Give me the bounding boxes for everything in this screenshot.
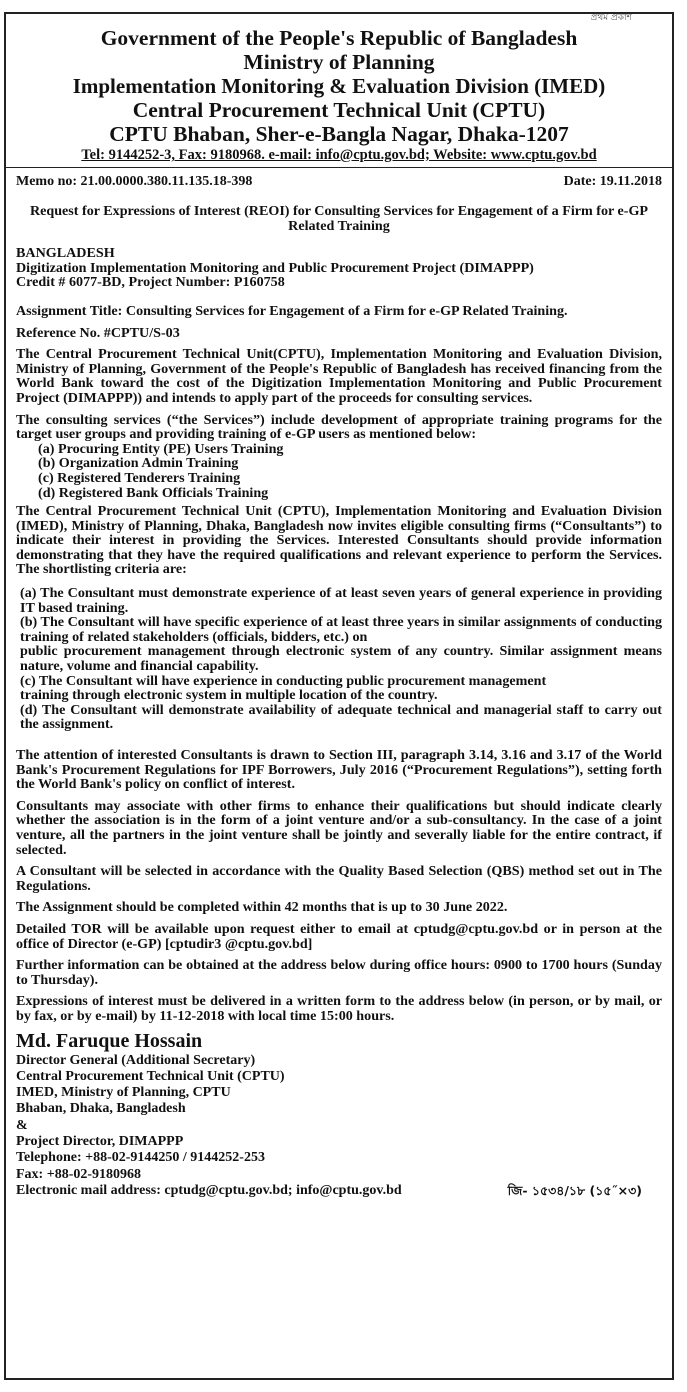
signatory-line: Fax: +88-02-9180968: [16, 1166, 142, 1182]
criteria-a: (a) The Consultant must demonstrate experience of at least seven years of general experience in providing IT based training.: [20, 585, 662, 616]
signatory-line: Director General (Additional Secretary): [16, 1052, 256, 1068]
services-list: [16, 442, 662, 500]
header-unit: Central Procurement Technical Unit (CPTU): [132, 98, 546, 122]
criteria-c-cont: training through electronic system in multiple location of the country.: [20, 687, 438, 704]
memo-number: Memo no: 21.00.0000.380.11.135.18-398: [16, 174, 253, 189]
para-financing: The Central Procurement Technical Unit(CPTU), Implementation Monitoring and Evaluation Division, Ministry of Planning, Government of the People's Republic of Bangladesh has received financing from the World Bank toward the cost of the Digitization Implementation Monitoring and Public Procurement Project (DIMAPPP)) and intends to apply part of the proceeds for consulting services.: [16, 346, 662, 406]
list-item: (d) Registered Bank Officials Training: [38, 484, 269, 501]
para-selection: A Consultant will be selected in accordance with the Quality Based Selection (QBS) method set out in The Regulations.: [16, 863, 662, 894]
assignment-title: Assignment Title: Consulting Services for Engagement of a Firm for e-GP Related Training.: [16, 302, 568, 319]
body-content: [6, 204, 672, 1199]
para-tor: Detailed TOR will be available upon request either to email at cptudg@cptu.gov.bd or in person at the office of Director (e-GP) [cptudir3 @cptu.gov.bd]: [16, 920, 662, 952]
project-name: Digitization Implementation Monitoring and Public Procurement Project (DIMAPPP): [16, 259, 534, 276]
para-delivery: Expressions of interest must be delivered in a written form to the address below (in person, or by mail, or by fax, or by e-mail) by 11-12-2018 with local time 15:00 hours.: [16, 993, 662, 1024]
signatory-line: Project Director, DIMAPPP: [16, 1133, 184, 1149]
signature-block: [16, 1053, 662, 1200]
corner-mark: প্রথম প্রকাশ: [590, 13, 632, 23]
signatory-name: Md. Faruque Hossain: [16, 1029, 203, 1052]
header-divider: [6, 167, 672, 168]
para-attention: The attention of interested Consultants is drawn to Section III, paragraph 3.14, 3.16 and 3.17 of the World Bank's Procurement Regulations for IPF Borrowers, July 2016 (“Procurement Regulations”), setting forth the World Bank's policy on conflict of interest.: [16, 747, 662, 793]
para-invite: The Central Procurement Technical Unit (CPTU), Implementation Monitoring and Evaluation Division (IMED), Ministry of Planning, Dhaka, Bangladesh now invites eligible consulting firms (“Consultants”) to indicate their interest in providing the Services. Interested Consultants should provide information demonstrating that they have the required qualifications and relevant experience to perform the Services. The shortlisting criteria are:: [16, 503, 662, 578]
para-hours: Further information can be obtained at the address below during office hours: 0900 to 1700 hours (Sunday to Thursday).: [16, 957, 662, 988]
list-item: (c) Registered Tenderers Training: [38, 469, 241, 486]
para-duration: The Assignment should be completed within 42 months that is up to 30 June 2022.: [16, 899, 508, 916]
criteria-list: [16, 586, 662, 732]
list-item: (b) Organization Admin Training: [38, 455, 239, 472]
signatory-email: Electronic mail address: cptudg@cptu.gov.bd; info@cptu.gov.bd: [16, 1182, 402, 1198]
list-item: (a) Procuring Entity (PE) Users Training: [38, 440, 284, 457]
header-ministry: Ministry of Planning: [243, 50, 435, 74]
signatory-line: Bhaban, Dhaka, Bangladesh: [16, 1101, 186, 1117]
reference-number: Reference No. #CPTU/S-03: [16, 324, 180, 341]
para-services: The consulting services (“the Services”) include development of appropriate training programs for the target user groups and providing training of e-GP users as mentioned below:: [16, 411, 662, 443]
header-address: CPTU Bhaban, Sher-e-Bangla Nagar, Dhaka-1207: [109, 122, 569, 146]
request-title: Request for Expressions of Interest (REOI) for Consulting Services for Engagement of a Firm for e-GP Related Training: [29, 203, 649, 234]
signatory-line: Telephone: +88-02-9144250 / 9144252-253: [16, 1150, 265, 1166]
criteria-d: (d) The Consultant will demonstrate availability of adequate technical and managerial staff to carry out the assignment.: [20, 701, 662, 733]
advertisement-frame: [4, 12, 674, 1380]
memo-date: Date: 19.11.2018: [563, 174, 662, 189]
criteria-b-cont: public procurement management through electronic system of any country. Similar assignment means nature, volume and financial capability.: [20, 643, 662, 675]
project-country: BANGLADESH: [16, 245, 115, 262]
criteria-c: (c) The Consultant will have experience in conducting public procurement management: [20, 672, 547, 689]
gd-code: জি- ১৫৩৪/১৮ (১৫˝×৩): [507, 1182, 642, 1198]
signatory-line: Central Procurement Technical Unit (CPTU): [16, 1068, 285, 1084]
header-contact: Tel: 9144252-3, Fax: 9180968. e-mail: info@cptu.gov.bd; Website: www.cptu.gov.bd: [81, 147, 597, 163]
criteria-b: (b) The Consultant will have specific experience of at least three years in similar assignments of conducting training of related stakeholders (officials, bidders, etc.) on: [20, 614, 662, 645]
signatory-line: IMED, Ministry of Planning, CPTU: [16, 1085, 231, 1101]
header-division: Implementation Monitoring & Evaluation Division (IMED): [72, 74, 606, 98]
memo-row: [6, 174, 672, 190]
project-block: [16, 246, 662, 290]
header-government: Government of the People's Republic of Bangladesh: [100, 26, 578, 50]
para-associate: Consultants may associate with other firms to enhance their qualifications but should indicate clearly whether the association is in the form of a joint venture and/or a sub-consultancy. In the case of a joint venture, all the partners in the joint venture shall be jointly and severally liable for the entire contract, if selected.: [16, 797, 662, 858]
project-credit: Credit # 6077-BD, Project Number: P160758: [16, 274, 285, 291]
signatory-email-row: [16, 1183, 662, 1199]
signatory-line: &: [16, 1117, 28, 1133]
